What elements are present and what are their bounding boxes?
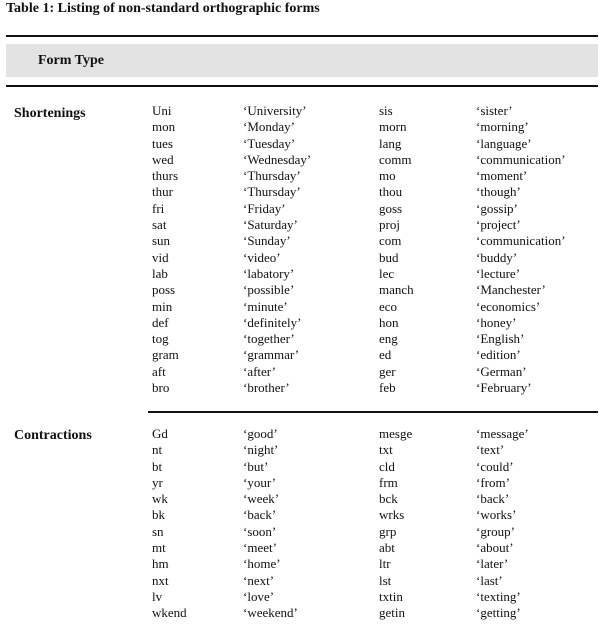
table-row bbox=[152, 573, 602, 589]
table-row bbox=[152, 507, 602, 523]
form-cell: lang bbox=[379, 135, 402, 151]
gloss-cell: ‘after’ bbox=[243, 363, 276, 379]
table-row bbox=[152, 119, 602, 135]
form-cell: ed bbox=[379, 347, 392, 363]
table-row bbox=[152, 136, 602, 152]
gloss-cell: ‘communication’ bbox=[476, 151, 566, 167]
form-cell: def bbox=[152, 314, 169, 330]
form-cell: lv bbox=[152, 588, 163, 604]
form-cell: bud bbox=[379, 249, 399, 265]
form-cell: mt bbox=[152, 540, 166, 556]
gloss-cell: ‘buddy’ bbox=[476, 249, 518, 265]
table-row bbox=[152, 217, 602, 233]
form-cell: sun bbox=[152, 233, 171, 249]
gloss-cell: ‘back’ bbox=[243, 507, 277, 523]
form-cell: frm bbox=[379, 474, 398, 490]
form-cell: comm bbox=[379, 151, 412, 167]
gloss-cell: ‘Manchester’ bbox=[476, 282, 546, 298]
table-row bbox=[152, 475, 602, 491]
table-row bbox=[152, 347, 602, 363]
gloss-cell: ‘next’ bbox=[243, 572, 275, 588]
gloss-cell: ‘Saturday’ bbox=[243, 217, 298, 233]
form-cell: mesge bbox=[379, 426, 413, 441]
form-cell: nt bbox=[152, 442, 163, 458]
header-bottom-rule bbox=[6, 85, 598, 87]
shortenings-rows bbox=[152, 103, 602, 396]
gloss-cell: ‘economics’ bbox=[476, 298, 541, 314]
gloss-cell: ‘project’ bbox=[476, 217, 521, 233]
form-cell: bck bbox=[379, 491, 398, 507]
form-cell: grp bbox=[379, 523, 397, 539]
gloss-cell: ‘getting’ bbox=[476, 605, 521, 621]
form-cell: tog bbox=[152, 331, 169, 347]
form-cell: txt bbox=[379, 442, 393, 458]
contractions-rows bbox=[152, 426, 602, 622]
gloss-cell: ‘minute’ bbox=[243, 298, 288, 314]
table-row bbox=[152, 103, 602, 119]
gloss-cell: ‘though’ bbox=[476, 184, 521, 200]
form-cell: bk bbox=[152, 507, 165, 523]
form-cell: Gd bbox=[152, 426, 168, 441]
section-divider-rule bbox=[148, 411, 598, 413]
gloss-cell: ‘message’ bbox=[476, 426, 529, 441]
gloss-cell: ‘honey’ bbox=[476, 314, 517, 330]
form-cell: sat bbox=[152, 217, 167, 233]
form-cell: wk bbox=[152, 491, 168, 507]
form-cell: eng bbox=[379, 331, 398, 347]
gloss-cell: ‘English’ bbox=[476, 331, 525, 347]
gloss-cell: ‘could’ bbox=[476, 458, 514, 474]
table-row bbox=[152, 380, 602, 396]
form-cell: hon bbox=[379, 314, 399, 330]
table-row bbox=[152, 233, 602, 249]
form-cell: txtin bbox=[379, 588, 403, 604]
table-row bbox=[152, 184, 602, 200]
form-cell: eco bbox=[379, 298, 398, 314]
section-label-shortenings: Shortenings bbox=[14, 106, 86, 121]
gloss-cell: ‘lecture’ bbox=[476, 265, 521, 281]
table-row bbox=[152, 442, 602, 458]
form-cell: wed bbox=[152, 151, 174, 167]
gloss-cell: ‘edition’ bbox=[476, 347, 521, 363]
form-cell: nxt bbox=[152, 572, 169, 588]
section-label-contractions: Contractions bbox=[14, 428, 92, 443]
table-row bbox=[152, 315, 602, 331]
form-cell: lec bbox=[379, 265, 395, 281]
gloss-cell: ‘night’ bbox=[243, 442, 279, 458]
gloss-cell: ‘Friday’ bbox=[243, 200, 286, 216]
form-cell: min bbox=[152, 298, 173, 314]
form-cell: sn bbox=[152, 523, 164, 539]
table-row bbox=[152, 201, 602, 217]
gloss-cell: ‘Wednesday’ bbox=[243, 151, 312, 167]
gloss-cell: ‘communication’ bbox=[476, 233, 566, 249]
gloss-cell: ‘together’ bbox=[243, 331, 295, 347]
gloss-cell: ‘grammar’ bbox=[243, 347, 300, 363]
form-cell: morn bbox=[379, 119, 407, 135]
gloss-cell: ‘German’ bbox=[476, 363, 527, 379]
gloss-cell: ‘works’ bbox=[476, 507, 517, 523]
table-row bbox=[152, 426, 602, 442]
table-row bbox=[152, 282, 602, 298]
form-cell: lab bbox=[152, 265, 168, 281]
form-cell: feb bbox=[379, 380, 396, 396]
gloss-cell: ‘video’ bbox=[243, 249, 281, 265]
gloss-cell: ‘meet’ bbox=[243, 540, 277, 556]
form-cell: vid bbox=[152, 249, 169, 265]
table-row bbox=[152, 364, 602, 380]
gloss-cell: ‘about’ bbox=[476, 540, 514, 556]
form-cell: com bbox=[379, 233, 402, 249]
form-cell: proj bbox=[379, 217, 400, 233]
gloss-cell: ‘possible’ bbox=[243, 282, 295, 298]
gloss-cell: ‘definitely’ bbox=[243, 314, 302, 330]
table-caption: Table 1: Listing of non-standard orthographic forms bbox=[6, 1, 320, 16]
gloss-cell: ‘text’ bbox=[476, 442, 505, 458]
gloss-cell: ‘week’ bbox=[243, 491, 280, 507]
form-cell: mon bbox=[152, 119, 176, 135]
form-cell: thou bbox=[379, 184, 403, 200]
table-row bbox=[152, 299, 602, 315]
table-row bbox=[152, 266, 602, 282]
table-row bbox=[152, 250, 602, 266]
form-cell: goss bbox=[379, 200, 403, 216]
form-cell: hm bbox=[152, 556, 169, 572]
form-cell: bro bbox=[152, 380, 170, 396]
gloss-cell: ‘later’ bbox=[476, 556, 509, 572]
gloss-cell: ‘morning’ bbox=[476, 119, 529, 135]
gloss-cell: ‘labatory’ bbox=[243, 265, 295, 281]
gloss-cell: ‘good’ bbox=[243, 426, 278, 441]
table-row bbox=[152, 168, 602, 184]
gloss-cell: ‘weekend’ bbox=[243, 605, 298, 621]
form-cell: aft bbox=[152, 363, 166, 379]
form-cell: wrks bbox=[379, 507, 405, 523]
gloss-cell: ‘gossip’ bbox=[476, 200, 518, 216]
form-cell: yr bbox=[152, 474, 163, 490]
gloss-cell: ‘University’ bbox=[243, 103, 307, 118]
gloss-cell: ‘Tuesday’ bbox=[243, 135, 296, 151]
gloss-cell: ‘moment’ bbox=[476, 168, 528, 184]
gloss-cell: ‘but’ bbox=[243, 458, 269, 474]
gloss-cell: ‘your’ bbox=[243, 474, 276, 490]
table-row bbox=[152, 556, 602, 572]
form-cell: wkend bbox=[152, 605, 187, 621]
form-cell: lst bbox=[379, 572, 392, 588]
table-row bbox=[152, 605, 602, 621]
gloss-cell: ‘last’ bbox=[476, 572, 503, 588]
gloss-cell: ‘soon’ bbox=[243, 523, 277, 539]
form-cell: bt bbox=[152, 458, 163, 474]
gloss-cell: ‘love’ bbox=[243, 588, 275, 604]
gloss-cell: ‘group’ bbox=[476, 523, 515, 539]
gloss-cell: ‘from’ bbox=[476, 474, 510, 490]
column-header-form-type: Form Type bbox=[38, 53, 104, 68]
form-cell: abt bbox=[379, 540, 395, 556]
top-rule bbox=[6, 35, 598, 37]
table-row bbox=[152, 491, 602, 507]
form-cell: mo bbox=[379, 168, 396, 184]
table-row bbox=[152, 459, 602, 475]
form-cell: thur bbox=[152, 184, 173, 200]
gloss-cell: ‘home’ bbox=[243, 556, 281, 572]
table-row bbox=[152, 589, 602, 605]
gloss-cell: ‘brother’ bbox=[243, 380, 290, 396]
gloss-cell: ‘Thursday’ bbox=[243, 168, 301, 184]
form-cell: cld bbox=[379, 458, 395, 474]
gloss-cell: ‘Monday’ bbox=[243, 119, 295, 135]
form-cell: manch bbox=[379, 282, 414, 298]
gloss-cell: ‘February’ bbox=[476, 380, 532, 396]
gloss-cell: ‘sister’ bbox=[476, 103, 513, 118]
form-cell: getin bbox=[379, 605, 405, 621]
table-row bbox=[152, 540, 602, 556]
table-row bbox=[152, 331, 602, 347]
form-cell: gram bbox=[152, 347, 179, 363]
form-cell: thurs bbox=[152, 168, 178, 184]
gloss-cell: ‘Sunday’ bbox=[243, 233, 291, 249]
form-cell: poss bbox=[152, 282, 176, 298]
form-cell: ger bbox=[379, 363, 396, 379]
gloss-cell: ‘Thursday’ bbox=[243, 184, 301, 200]
gloss-cell: ‘texting’ bbox=[476, 588, 521, 604]
form-cell: tues bbox=[152, 135, 173, 151]
form-cell: sis bbox=[379, 103, 393, 118]
gloss-cell: ‘language’ bbox=[476, 135, 532, 151]
table-row bbox=[152, 524, 602, 540]
form-cell: fri bbox=[152, 200, 165, 216]
form-cell: ltr bbox=[379, 556, 391, 572]
gloss-cell: ‘back’ bbox=[476, 491, 510, 507]
form-cell: Uni bbox=[152, 103, 172, 118]
table-row bbox=[152, 152, 602, 168]
